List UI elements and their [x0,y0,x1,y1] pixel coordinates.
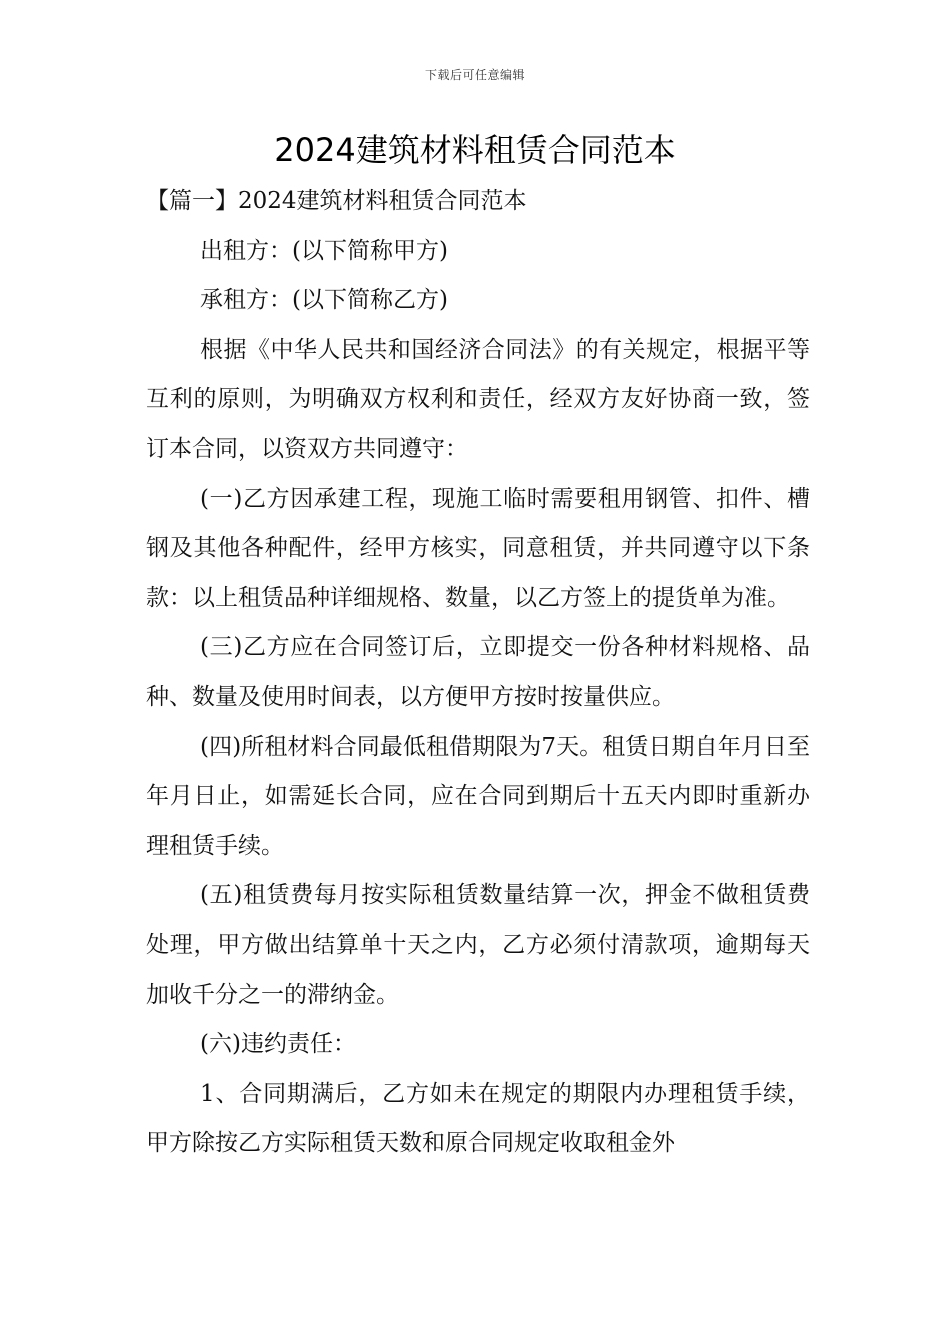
paragraph-preamble: 根据《中华人民共和国经济合同法》的有关规定，根据平等互利的原则，为明确双方权利和责任，经双方友好协商一致，签订本合同，以资双方共同遵守： [146,336,810,462]
paragraph-clause-3: (三)乙方应在合同签订后，立即提交一份各种材料规格、品种、数量及使用时间表，以方便甲方按时按量供应。 [146,634,810,710]
paragraph-lessor: 出租方：(以下简称甲方) [200,237,448,264]
document-body [146,177,810,1169]
paragraph-clause-1: (一)乙方因承建工程，现施工临时需要租用钢管、扣件、槽钢及其他各种配件，经甲方核实，同意租赁，并共同遵守以下条款：以上租赁品种详细规格、数量，以乙方签上的提货单为准。 [146,485,810,611]
paragraph-liability-1: 1、合同期满后，乙方如未在规定的期限内办理租赁手续，甲方除按乙方实际租赁天数和原合同规定收取租金外 [146,1080,810,1157]
document-title: 2024建筑材料租赁合同范本 [274,131,676,169]
section-heading: 【篇一】2024建筑材料租赁合同范本 [146,188,527,214]
paragraph-clause-5: (五)租赁费每月按实际租赁数量结算一次，押金不做租赁费处理，甲方做出结算单十天之内，乙方必须付清款项，逾期每天加收千分之一的滞纳金。 [146,882,810,1008]
paragraph-clause-6: (六)违约责任： [200,1031,356,1058]
paragraph-lessee: 承租方：(以下简称乙方) [200,287,448,314]
paragraph-clause-4: (四)所租材料合同最低租借期限为7天。租赁日期自年月日至年月日止，如需延长合同，应在合同到期后十五天内即时重新办理租赁手续。 [146,733,810,859]
header-note: 下载后可任意编辑 [424,68,525,82]
